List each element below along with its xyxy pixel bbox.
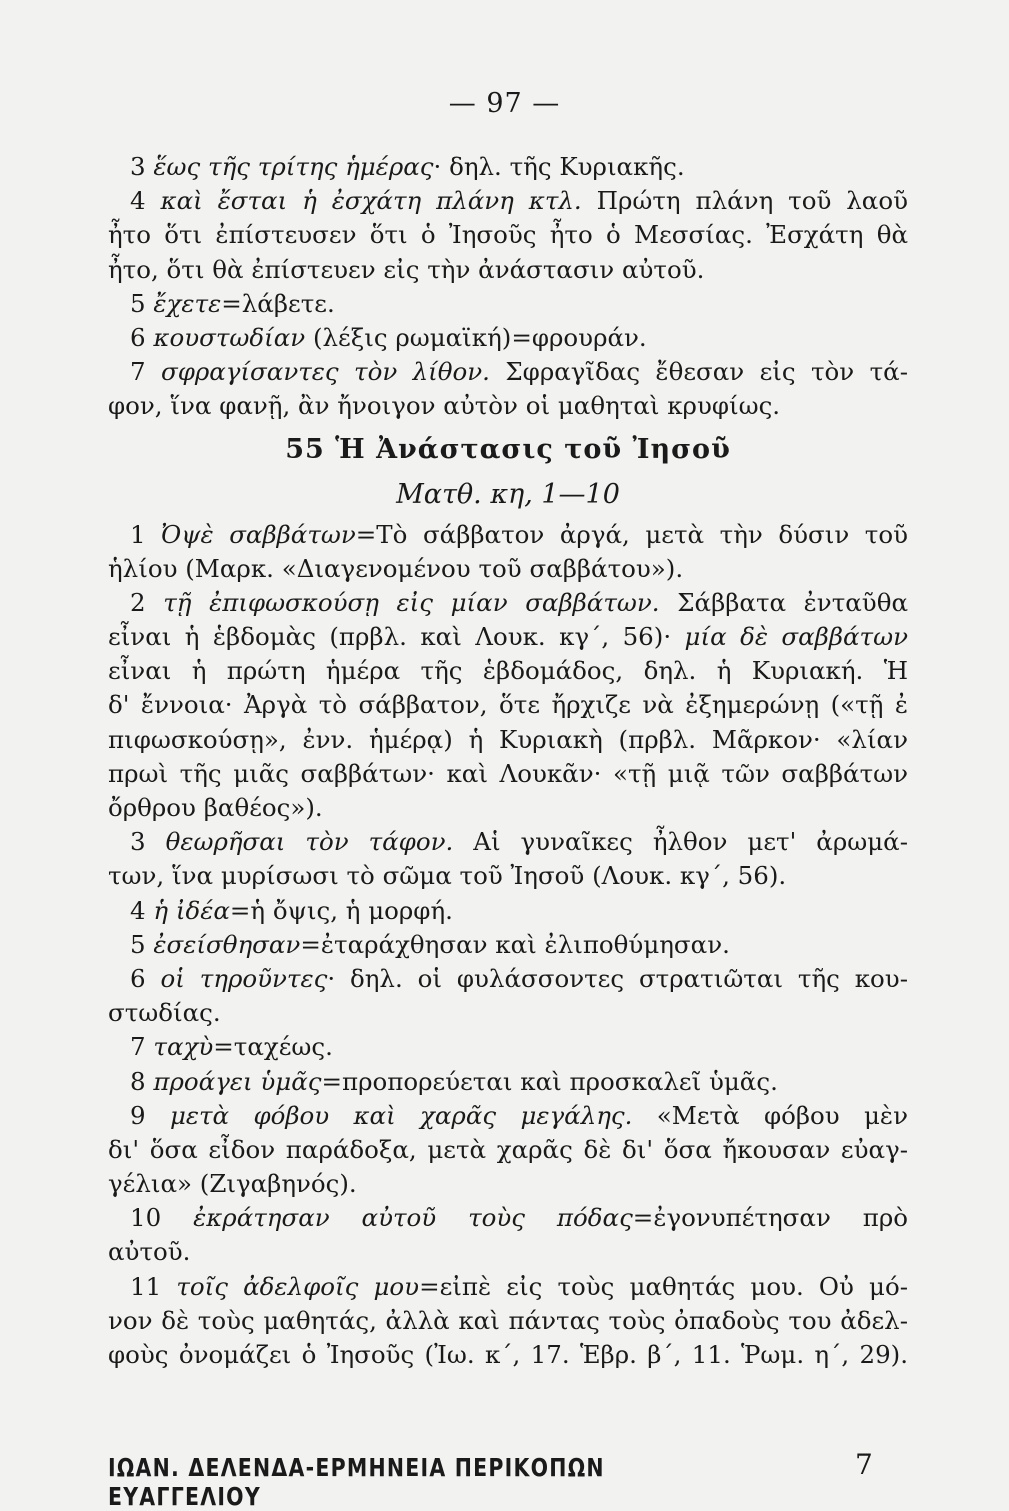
text-line <box>108 1133 908 1167</box>
text-line <box>108 1099 908 1133</box>
page-number: — 97 — <box>448 88 561 119</box>
lemma: θεωρῆσαι τὸν τάφον. <box>165 827 454 857</box>
text-line <box>108 518 908 552</box>
signature-number: 7 <box>855 1448 873 1481</box>
body-text <box>108 150 908 1372</box>
text-line <box>108 287 908 321</box>
text-line <box>108 928 908 962</box>
line-segment: ὄρθρου βαθέος»). <box>108 793 323 822</box>
lemma: προάγει ὑμᾶς <box>153 1066 322 1096</box>
line-segment: φον, ἵνα φανῇ, ἂν ἤνοιγον αὐτὸν οἱ μαθηταὶ κρυφίως. <box>108 391 781 421</box>
line-segment: 11 <box>130 1271 177 1301</box>
lemma: σφραγίσαντες τὸν λίθον. <box>160 357 490 387</box>
text-line <box>108 894 908 928</box>
text-line <box>108 218 908 252</box>
lemma: Ὀψὲ σαββάτων <box>161 519 356 549</box>
line-segment: των, ἵνα μυρίσωσι τὸ σῶμα τοῦ Ἰησοῦ (Λουκ. κγ΄, 56). <box>108 861 787 891</box>
line-segment: 3 <box>130 152 154 181</box>
line-segment: 5 <box>130 929 154 959</box>
text-line <box>108 620 908 654</box>
line-segment: φοὺς ὀνομάζει ὁ Ἰησοῦς (Ἰω. κ΄, 17. Ἑβρ. β΄, 11. Ῥωμ. η΄, 29). <box>108 1340 908 1369</box>
text-line <box>108 321 908 355</box>
line-segment: =εἰπὲ εἰς τοὺς μαθητάς μου. Οὐ μό- <box>419 1271 908 1301</box>
text-line <box>108 654 908 688</box>
line-segment: ἦτο ὅτι ἐπίστευσεν ὅτι ὁ Ἰησοῦς ἦτο ὁ Μεσσίας. Ἐσχάτη θὰ <box>108 220 908 250</box>
line-segment: =ταχέως. <box>213 1032 333 1062</box>
line-segment: δι' ὅσα εἶδον παράδοξα, μετὰ χαρᾶς δὲ δι' ὅσα ἤκουσαν εὐαγ- <box>108 1134 908 1164</box>
line-segment: 10 <box>130 1203 194 1233</box>
section-reference: Ματθ. κη, 1—10 <box>396 478 620 510</box>
text-line <box>108 1270 908 1304</box>
text-line <box>108 253 908 287</box>
line-segment: εἶναι ἡ ἑβδομὰς (πρβλ. καὶ Λουκ. κγ΄, 56)· <box>108 622 685 652</box>
line-segment: 5 <box>130 288 154 318</box>
lemma: μετὰ φόβου καὶ χαρᾶς μεγάλης. <box>169 1100 633 1130</box>
line-segment: πρωὶ τῆς μιᾶς σαββάτων· καὶ Λουκᾶν· «τῇ μιᾷ τῶν σαββάτων <box>108 758 908 788</box>
lemma: καὶ ἔσται ἡ ἐσχάτη πλάνη κτλ. <box>160 186 582 216</box>
text-line <box>108 552 908 586</box>
lemma: τοῖς ἀδελφοῖς μου <box>176 1271 420 1301</box>
line-segment: 6 <box>130 322 154 352</box>
notes-continued <box>108 150 908 424</box>
line-segment: =ἡ ὄψις, ἡ μορφή. <box>229 895 453 925</box>
line-segment: =προπορεύεται καὶ προσκαλεῖ ὑμᾶς. <box>321 1066 778 1096</box>
text-line <box>108 1338 908 1372</box>
line-segment: γέλια» (Ζιγαβηνός). <box>108 1169 357 1199</box>
line-segment: =λάβετε. <box>221 288 335 318</box>
line-segment: Αἱ γυναῖκες ἦλθον μετ' ἀρωμά- <box>453 827 908 857</box>
text-line <box>108 859 908 893</box>
text-line <box>108 150 908 184</box>
section-notes <box>108 518 908 1373</box>
line-segment: 8 <box>130 1066 154 1096</box>
line-segment: Σφραγῖδας ἔθεσαν εἰς τὸν τά- <box>489 357 908 387</box>
line-segment: 7 <box>130 1032 154 1062</box>
line-segment: Πρώτη πλάνη τοῦ λαοῦ <box>581 186 908 216</box>
text-line <box>108 825 908 859</box>
text-line <box>108 1201 908 1235</box>
text-line <box>108 723 908 757</box>
lemma: τῇ ἐπιφωσκούσῃ εἰς μίαν σαββάτων. <box>163 587 660 617</box>
line-segment: ἡλίου (Μαρκ. «Διαγενομένου τοῦ σαββάτου»). <box>108 553 684 583</box>
line-segment: (λέξις ρωμαϊκή)=φρουράν. <box>305 322 647 352</box>
text-line <box>108 1030 908 1064</box>
footer-signature: ΙΩΑΝ. ΔΕΛΕΝΔΑ-ΕΡΜΗΝΕΙΑ ΠΕΡΙΚΟΠΩΝ ΕΥΑΓΓΕΛΙΟΥ <box>108 1453 605 1511</box>
line-segment: Σάββατα ἐνταῦθα <box>659 587 908 617</box>
line-segment: δ' ἔννοια· Ἀργὰ τὸ σάββατον, ὅτε ἤρχιζε νὰ ἐξημερώνῃ («τῇ ἐ <box>108 690 908 720</box>
line-segment: «Μετὰ φόβου μὲν <box>632 1100 908 1130</box>
line-segment: =ἐγονυπέτησαν πρὸ <box>632 1203 908 1233</box>
line-segment: πιφωσκούσῃ», ἐνν. ἡμέρᾳ) ἡ Κυριακὴ (πρβλ. Μᾶρκον· «λίαν <box>108 724 908 754</box>
lemma: κουστωδίαν <box>153 322 306 352</box>
lemma: ἡ ἰδέα <box>153 895 230 925</box>
line-segment: 2 <box>130 587 164 617</box>
text-line <box>108 1235 908 1269</box>
line-segment: 4 <box>130 895 154 925</box>
line-segment: =ἐταράχθησαν καὶ ἐλιποθύμησαν. <box>300 929 730 959</box>
line-segment: 9 <box>130 1100 170 1130</box>
line-segment: στωδίας. <box>108 998 221 1028</box>
section-title: 55 Ἡ Ἀνάστασις τοῦ Ἰησοῦ <box>285 433 731 465</box>
text-line <box>108 996 908 1030</box>
text-line <box>108 791 908 825</box>
text-line <box>108 1304 908 1338</box>
line-segment: · δηλ. οἱ φυλάσσοντες στρατιῶται τῆς κου- <box>327 963 908 993</box>
lemma: ἐκράτησαν αὐτοῦ τοὺς πόδας <box>193 1203 633 1233</box>
text-line <box>108 586 908 620</box>
text-line <box>108 184 908 218</box>
line-segment: · δηλ. τῆς Κυριακῆς. <box>433 152 685 181</box>
lemma: οἱ τηροῦντες <box>160 963 328 993</box>
line-segment: αὐτοῦ. <box>108 1237 191 1267</box>
text-line <box>108 757 908 791</box>
text-line <box>108 389 908 423</box>
text-line <box>108 355 908 389</box>
line-segment: 7 <box>130 357 161 387</box>
lemma: ἐσείσθησαν <box>153 929 301 959</box>
line-segment: 4 <box>130 186 161 216</box>
line-segment: 1 <box>130 519 162 549</box>
line-segment: =Τὸ σάββατον ἀργά, μετὰ τὴν δύσιν τοῦ <box>355 519 908 549</box>
line-segment: 3 <box>130 827 166 857</box>
line-segment: 6 <box>130 963 161 993</box>
lemma: μία δὲ σαββάτων <box>684 622 908 652</box>
line-segment: εἶναι ἡ πρώτη ἡμέρα τῆς ἑβδομάδος, δηλ. ἡ Κυριακή. Ἡ <box>108 656 908 686</box>
line-segment: νον δὲ τοὺς μαθητάς, ἀλλὰ καὶ πάντας τοὺς ὀπαδοὺς του ἀδελ- <box>108 1305 908 1335</box>
lemma: ἕως τῆς τρίτης ἡμέρας <box>153 152 434 181</box>
text-line <box>108 1167 908 1201</box>
text-line <box>108 688 908 722</box>
lemma: ταχὺ <box>153 1032 214 1062</box>
text-line <box>108 1065 908 1099</box>
line-segment: ἦτο, ὅτι θὰ ἐπίστευεν εἰς τὴν ἀνάστασιν αὐτοῦ. <box>108 254 705 284</box>
lemma: ἔχετε <box>153 288 222 318</box>
text-line <box>108 962 908 996</box>
